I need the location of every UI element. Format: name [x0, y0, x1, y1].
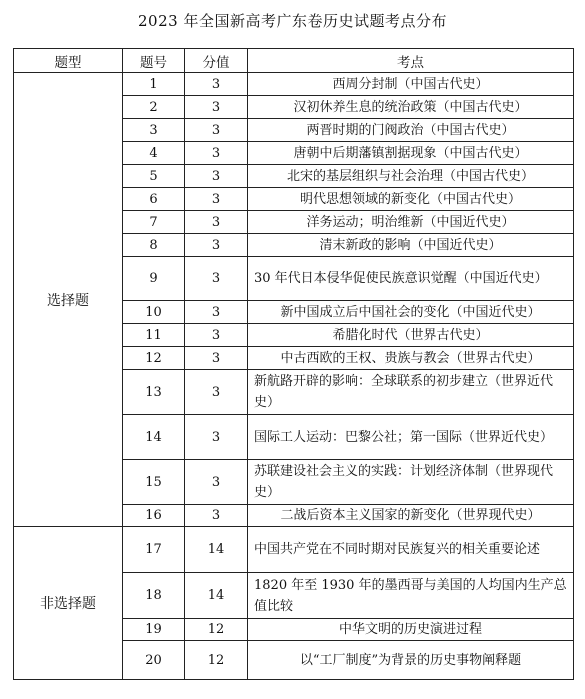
question-score: 3 — [185, 142, 248, 165]
question-score: 3 — [185, 415, 248, 460]
question-number: 16 — [123, 505, 185, 527]
question-point: 国际工人运动：巴黎公社；第一国际（世界近代史） — [248, 415, 574, 460]
page-title: 2023 年全国新高考广东卷历史试题考点分布 — [138, 12, 447, 30]
question-score: 3 — [185, 301, 248, 324]
question-point: 二战后资本主义国家的新变化（世界现代史） — [248, 505, 574, 527]
question-score: 3 — [185, 324, 248, 347]
question-number: 19 — [123, 619, 185, 641]
question-point: 北宋的基层组织与社会治理（中国古代史） — [248, 165, 574, 188]
question-number: 1 — [123, 73, 185, 96]
question-score: 3 — [185, 234, 248, 257]
question-number: 7 — [123, 211, 185, 234]
question-number: 3 — [123, 119, 185, 142]
header-score: 分值 — [185, 49, 248, 73]
type-cell-non-choice: 非选择题 — [14, 527, 123, 680]
exam-points-table — [13, 48, 574, 680]
header-point: 考点 — [248, 49, 574, 73]
question-point: 唐朝中后期藩镇割据现象（中国古代史） — [248, 142, 574, 165]
question-score: 3 — [185, 96, 248, 119]
question-point: 新航路开辟的影响：全球联系的初步建立（世界近代史） — [248, 370, 574, 415]
question-number: 10 — [123, 301, 185, 324]
question-point: 两晋时期的门阀政治（中国古代史） — [248, 119, 574, 142]
table-header-row — [14, 49, 574, 73]
question-point: 苏联建设社会主义的实践：计划经济体制（世界现代史） — [248, 460, 574, 505]
question-score: 14 — [185, 527, 248, 573]
question-point: 以“工厂制度”为背景的历史事物阐释题 — [248, 641, 574, 680]
question-score: 3 — [185, 188, 248, 211]
question-point: 明代思想领域的新变化（中国古代史） — [248, 188, 574, 211]
question-point: 中华文明的历史演进过程 — [248, 619, 574, 641]
question-point: 希腊化时代（世界古代史） — [248, 324, 574, 347]
question-number: 17 — [123, 527, 185, 573]
question-point: 1820 年至 1930 年的墨西哥与美国的人均国内生产总值比较 — [248, 573, 574, 619]
question-score: 3 — [185, 370, 248, 415]
question-number: 6 — [123, 188, 185, 211]
question-point: 中古西欧的王权、贵族与教会（世界古代史） — [248, 347, 574, 370]
question-point: 清末新政的影响（中国近代史） — [248, 234, 574, 257]
question-score: 12 — [185, 619, 248, 641]
question-score: 3 — [185, 460, 248, 505]
question-number: 9 — [123, 257, 185, 301]
header-number: 题号 — [123, 49, 185, 73]
question-number: 4 — [123, 142, 185, 165]
table-row — [14, 527, 574, 573]
table-row — [14, 73, 574, 96]
type-cell-choice: 选择题 — [14, 73, 123, 527]
question-number: 8 — [123, 234, 185, 257]
question-score: 3 — [185, 73, 248, 96]
question-score: 14 — [185, 573, 248, 619]
question-point: 洋务运动；明治维新（中国近代史） — [248, 211, 574, 234]
question-number: 18 — [123, 573, 185, 619]
question-number: 12 — [123, 347, 185, 370]
question-number: 20 — [123, 641, 185, 680]
header-type: 题型 — [14, 49, 123, 73]
question-point: 汉初休养生息的统治政策（中国古代史） — [248, 96, 574, 119]
question-number: 2 — [123, 96, 185, 119]
question-score: 3 — [185, 505, 248, 527]
question-score: 12 — [185, 641, 248, 680]
question-number: 14 — [123, 415, 185, 460]
question-score: 3 — [185, 119, 248, 142]
question-score: 3 — [185, 257, 248, 301]
question-number: 15 — [123, 460, 185, 505]
question-score: 3 — [185, 347, 248, 370]
question-point: 中国共产党在不同时期对民族复兴的相关重要论述 — [248, 527, 574, 573]
question-score: 3 — [185, 165, 248, 188]
question-point: 30 年代日本侵华促使民族意识觉醒（中国近代史） — [248, 257, 574, 301]
question-point: 西周分封制（中国古代史） — [248, 73, 574, 96]
question-point: 新中国成立后中国社会的变化（中国近代史） — [248, 301, 574, 324]
question-number: 11 — [123, 324, 185, 347]
question-number: 5 — [123, 165, 185, 188]
question-number: 13 — [123, 370, 185, 415]
question-score: 3 — [185, 211, 248, 234]
